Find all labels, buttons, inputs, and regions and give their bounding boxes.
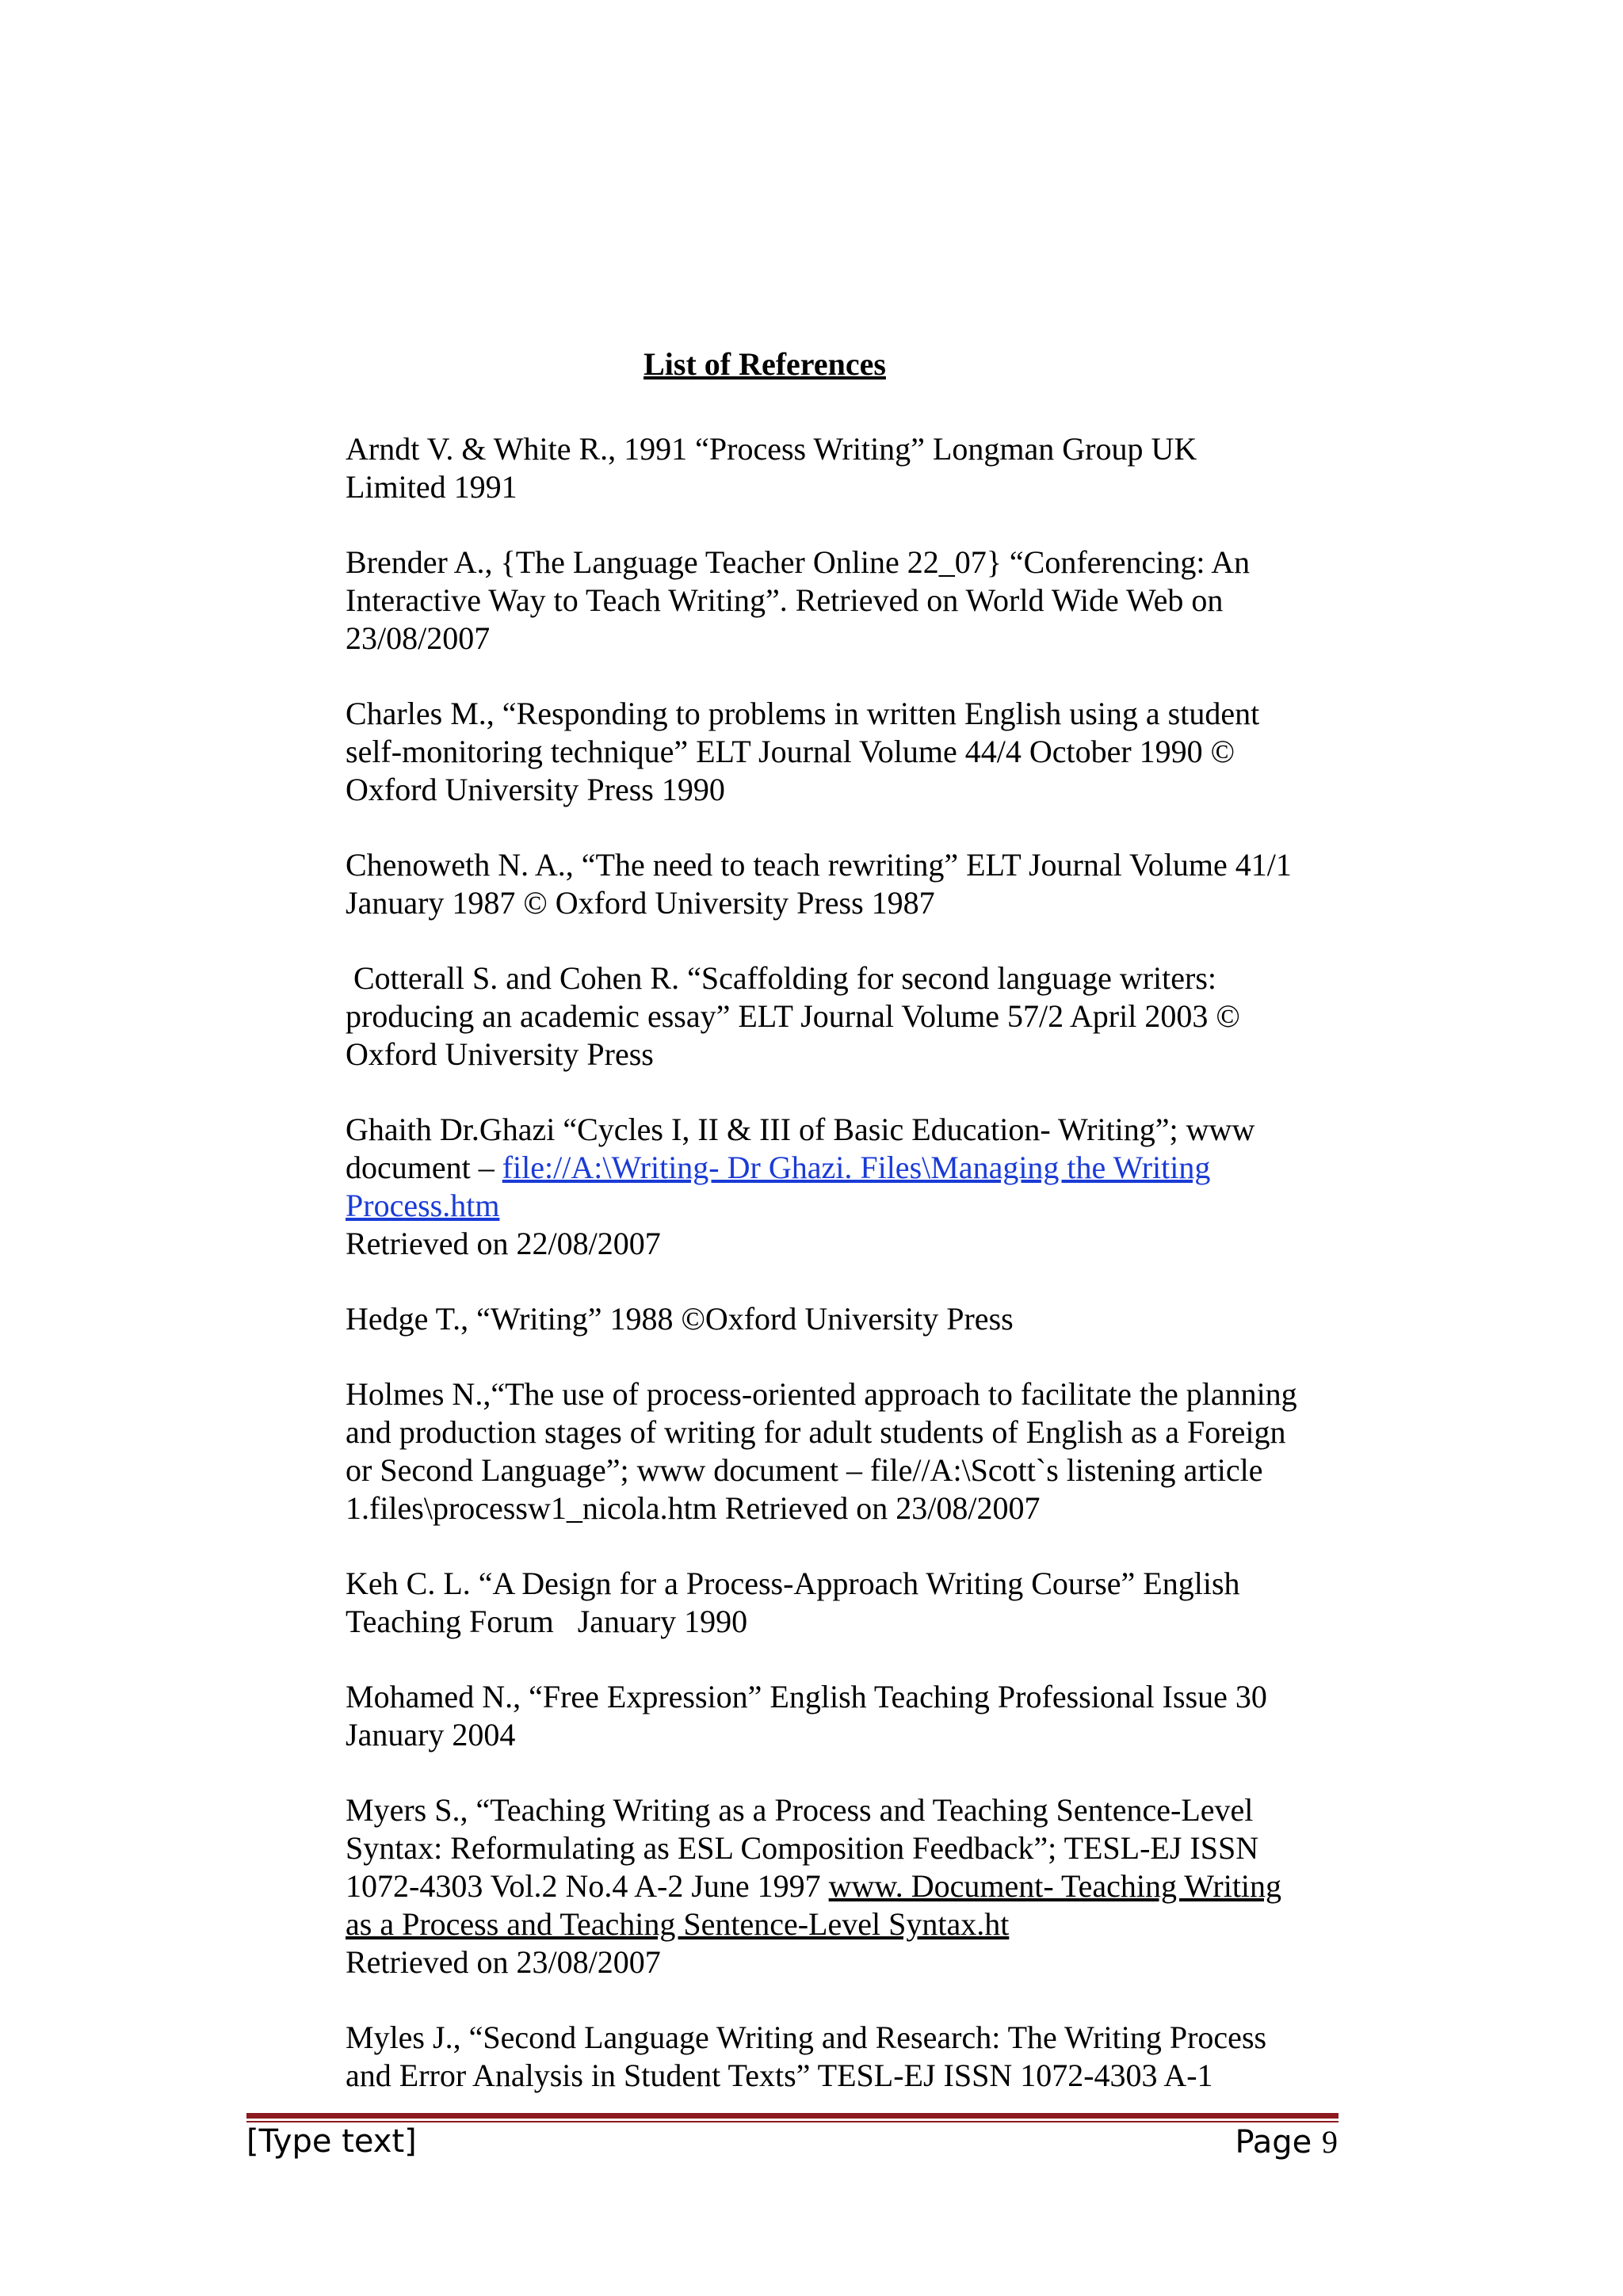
- reference-line: Myers S., “Teaching Writing as a Process and Teaching Sentence-Level: [346, 1792, 1254, 1828]
- reference-line: [346, 1149, 1336, 1187]
- reference-line: Limited 1991: [346, 469, 517, 505]
- reference-entry: [346, 430, 1336, 506]
- reference-line: Oxford University Press: [346, 1036, 654, 1072]
- reference-line: January 2004: [346, 1717, 516, 1753]
- document-link[interactable]: www. Document- Teaching Writing: [828, 1868, 1282, 1904]
- reference-entry: [346, 1300, 1336, 1338]
- reference-line: [346, 1867, 1336, 1905]
- reference-entry: [346, 1375, 1336, 1527]
- reference-line: producing an academic essay” ELT Journal Volume 57/2 April 2003 ©: [346, 998, 1240, 1034]
- page-number: 9: [1322, 2124, 1338, 2160]
- reference-entry: [346, 1111, 1336, 1263]
- page-label: Page: [1235, 2124, 1312, 2161]
- reference-line: Charles M., “Responding to problems in written English using a student: [346, 696, 1260, 731]
- reference-line: Myles J., “Second Language Writing and Research: The Writing Process: [346, 2019, 1267, 2055]
- reference-line: Mohamed N., “Free Expression” English Teaching Professional Issue 30: [346, 1679, 1267, 1714]
- reference-text: document –: [346, 1150, 502, 1185]
- reference-entry: [346, 543, 1336, 658]
- reference-line: Keh C. L. “A Design for a Process-Approach Writing Course” English: [346, 1566, 1240, 1601]
- reference-line: [346, 1905, 1336, 1943]
- reference-line: Syntax: Reformulating as ESL Composition Feedback”; TESL-EJ ISSN: [346, 1830, 1259, 1866]
- reference-line: Hedge T., “Writing” 1988 ©Oxford University Press: [346, 1301, 1014, 1337]
- reference-text: 1072-4303 Vol.2 No.4 A-2 June 1997: [346, 1868, 829, 1904]
- reference-entry: [346, 1565, 1336, 1641]
- file-link-continued[interactable]: Process.htm: [346, 1188, 500, 1223]
- reference-line: January 1987 © Oxford University Press 1987: [346, 885, 935, 921]
- reference-line: [346, 1187, 1336, 1225]
- reference-entry: [346, 1791, 1336, 1981]
- reference-entry: [346, 959, 1336, 1074]
- document-link-continued[interactable]: as a Process and Teaching Sentence-Level Syntax.ht: [346, 1906, 1010, 1942]
- footer-page-number: [1235, 2123, 1338, 2161]
- page-title: List of References: [643, 346, 886, 382]
- reference-list: [346, 430, 1336, 2132]
- reference-line: Cotterall S. and Cohen R. “Scaffolding for second language writers:: [346, 960, 1217, 996]
- reference-entry: [346, 2019, 1336, 2095]
- reference-line: Arndt V. & White R., 1991 “Process Writing” Longman Group UK: [346, 431, 1197, 467]
- reference-line: Holmes N.,“The use of process-oriented approach to facilitate the planning: [346, 1376, 1297, 1412]
- reference-line: Retrieved on 23/08/2007: [346, 1944, 661, 1980]
- reference-entry: [346, 695, 1336, 809]
- footer-placeholder-text: [Type text]: [246, 2123, 417, 2160]
- reference-line: Brender A., {The Language Teacher Online 22_07} “Conferencing: An: [346, 544, 1251, 580]
- reference-line: Interactive Way to Teach Writing”. Retrieved on World Wide Web on: [346, 582, 1224, 618]
- footer-divider: [246, 2113, 1338, 2119]
- reference-entry: [346, 1678, 1336, 1754]
- reference-line: Oxford University Press 1990: [346, 772, 725, 807]
- reference-line: or Second Language”; www document – file//A:\Scott`s listening article: [346, 1452, 1263, 1488]
- reference-entry: [346, 846, 1336, 922]
- reference-line: Chenoweth N. A., “The need to teach rewriting” ELT Journal Volume 41/1: [346, 847, 1292, 883]
- footer-divider-thin: [246, 2121, 1338, 2122]
- reference-line: and Error Analysis in Student Texts” TESL-EJ ISSN 1072-4303 A-1: [346, 2058, 1213, 2093]
- file-link[interactable]: file://A:\Writing- Dr Ghazi. Files\Managing the Writing: [502, 1150, 1211, 1185]
- reference-line: Ghaith Dr.Ghazi “Cycles I, II & III of Basic Education- Writing”; www: [346, 1112, 1255, 1147]
- reference-line: 1.files\processw1_nicola.htm Retrieved on 23/08/2007: [346, 1490, 1041, 1526]
- reference-line: self-monitoring technique” ELT Journal Volume 44/4 October 1990 ©: [346, 734, 1235, 769]
- reference-line: and production stages of writing for adult students of English as a Foreign: [346, 1414, 1286, 1450]
- reference-line: 23/08/2007: [346, 620, 491, 656]
- reference-line: Teaching Forum January 1990: [346, 1604, 748, 1639]
- reference-line: Retrieved on 22/08/2007: [346, 1226, 661, 1261]
